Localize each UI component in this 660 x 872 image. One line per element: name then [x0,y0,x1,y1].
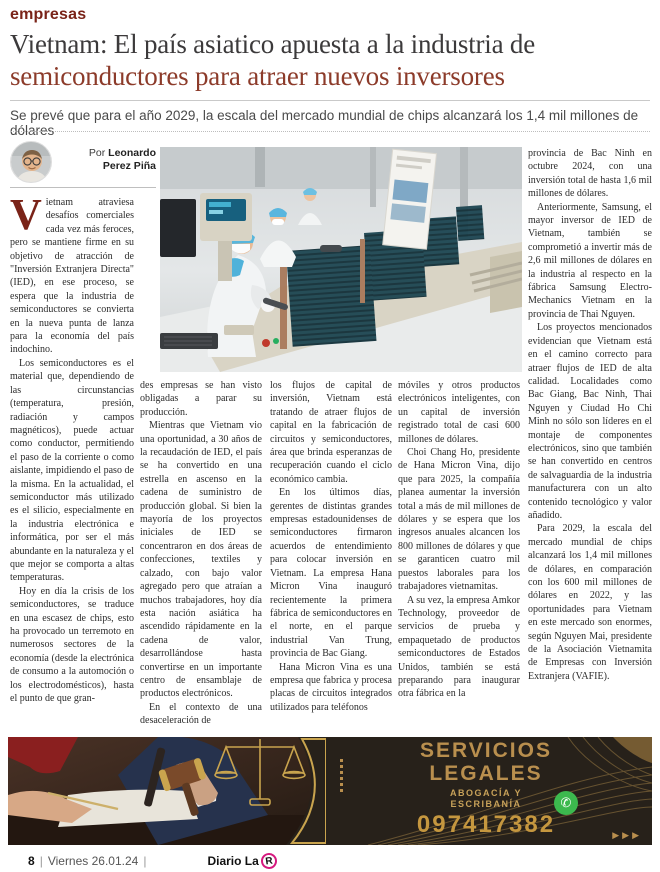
paragraph: En los últimos días, gerentes de distintas grandes empresas estadounidenses de semiconductores firmaron acuerdos de entendimiento para colocar inversión en Vietnam. La empresa Hana Micron Vina inauguró recientemente la primera fábrica de semiconductores en el norte, en el parque industrial Van Trung, provincia de Bac Giang. [270,487,392,660]
factory-photo-illustration [160,147,522,372]
divider-dotted [10,131,650,132]
headline-line1: Vietnam: El país asiatico apuesta a la industria de [10,29,536,59]
ad-title-line1: SERVICIOS [420,739,552,762]
paragraph: provincia de Bac Ninh en octubre 2024, con una inversión total de hasta 1,6 mil millones de dólares. [528,148,652,200]
footer-separator: | [39,854,43,868]
ad-title-line2: LEGALES [429,762,543,785]
author-name-line1: Leonardo [108,147,156,159]
ad-phone-number: 097417382 [416,811,556,838]
author-name-line2: Perez Piña [102,159,156,172]
article-column-5 [528,147,652,734]
paragraph: Hoy en día la crisis de los semiconductores, se traduce en una escasez de chips, esto ha provocado un terremoto en numerosos sectores de la economía (desde la electrónica de consumo a la automoción o los electrodomésticos), hasta el punto de que gran- [10,585,134,705]
ad-arrows-icon: ▶▶▶ [612,830,642,840]
paragraph: Mientras que Vietnam vio una oportunidad, a 30 años de la recaudación de IED, el país se ha convertido en una estrella en ascenso en la cadena de suministro de producción global. Si bien la mayoría de los proyectos iniciales de IED se concentraron en dos áreas de confecciones, textiles y calzado, con bajo valor agregado pero que atraían a muchos trabajadores, hoy día esta nación asiática ha ascendido rápidamente en la cadena de valor, desarrollándose hasta convertirse en un importante centro de ensamblaje de productos electrónicos. [140,420,262,700]
article-subtitle: Se prevé que para el año 2029, la escala del mercado mundial de chips alcanzará los 1,4 mil millones de dólares [10,108,639,138]
divider-solid [10,100,650,101]
factory-photo [160,147,522,372]
footer-separator: | [143,854,147,868]
paragraph: Choi Chang Ho, presidente de Hana Micron Vina, dijo que para 2025, la compañía planea aumentar la inversión total a más de mil millones de dólares y se espera que los ingresos anuales alcancen los 800 millones de dólares y que se garanticen cuatro mil puestos laborales para los trabajadores vietnamitas. [398,447,520,593]
article-column-3 [270,379,392,733]
lawyer-photo [8,737,326,845]
byline-text [52,141,156,172]
headline-line2: semiconductores para atraer nuevos inversores [10,61,505,91]
paragraph: Vietnam atraviesa desafíos comerciales cada vez más feroces, pero se mantiene firme en su objetivo de atracción de "Inversión Extranjera Directa" (IED), en ese proceso, se espera que la industria de semiconductores se convierta en la nueva punta de lanza para la economía del país indochino. [10,196,134,356]
page-footer [28,853,277,869]
paragraph: des empresas se han visto obligadas a parar su producción. [140,380,262,418]
whatsapp-icon: ✆ [554,791,578,815]
paragraph: Anteriormente, Samsung, el mayor inversor de IED de Vietnam, también se comprometió a invertir más de 2,6 mil millones de dólares en la industria al respecto en la fábrica Samsung Electro-Mechanics Vietnam en la provincia de Thai Nguyen. [528,201,652,320]
paragraph: Los proyectos mencionados evidencian que Vietnam está en el camino correcto para atraer flujos de IED de alta calidad. Localidades como Bac Giang, Bac Ninh, Thai Nguyen y Ciudad Ho Chi Minh no sólo son líderes en el montaje de componentes electrónicos, sino que también se han convertido en centros de salvaguardia de la industria manufacturera con un alto contenido tecnológico y valor añadido. [528,322,652,521]
ad-subtitle-line2: ESCRIBANÍA [450,799,522,809]
byline-prefix: Por [88,147,106,159]
author-avatar [10,141,52,183]
article-column-1 [10,196,134,734]
byline [10,141,156,188]
paragraph: los flujos de capital de inversión, Vietnam está tratando de atraer flujos de capital en la fabricación de circuitos y semiconductores, área que brinda esperanzas de recuperación cuando el ciclo económico cambia. [270,380,392,485]
newspaper-logo-text: Diario La [207,854,259,868]
article-column-4 [398,379,520,733]
paragraph: Los semiconductores es el material que, dependiendo de las circunstancias (temperatura, presión, radiación y campos magnéticos), puede actuar como conductor, permitiendo el paso de la corriente o como aislante, impidiendo el paso de la misma. En la actualidad, el semiconductor más utilizado es el silicio, especialmente en la industria electrónica e informática, por ser el más abundante en la naturaleza y el que mejor se comporta a altas temperaturas. [10,357,134,584]
paragraph: En el contexto de una desaceleración de [140,701,262,727]
paragraph: Para 2029, la escala del mercado mundial de chips alcanzará los 1,4 mil millones de dólares, en comparación con los 600 mil millones de dólares en 2022, y las oportunidades para Vietnam en este mercado son enormes, según Nguyen Mai, presidente de la Asociación Vietnamita de Empresas con Inversión Extranjera (VAFIE). [528,523,652,682]
newspaper-logo [207,853,276,869]
section-label: empresas [10,6,87,23]
paragraph: Hana Micron Vina es una empresa que fabrica y procesa placas de circuitos integrados utilizados para teléfonos [270,661,392,713]
page-number: 8 [28,854,35,868]
ad-text-panel [326,737,652,845]
ad-subtitle-line1: ABOGACÍA Y [449,788,522,798]
legal-services-ad [8,737,652,845]
footer-date: Viernes 26.01.24 [47,854,139,868]
author-avatar-illustration [11,142,52,183]
lawyer-photo-illustration [8,737,326,845]
paragraph: A su vez, la empresa Amkor Technology, proveedor de servicios de prueba y empaquetado de productos semiconductores de Estados Unidos, también se está preparando para inaugurar otra fábrica en la [398,594,520,700]
newspaper-logo-r-icon: R [260,852,278,870]
article-headline [10,28,654,92]
drop-cap: V [10,196,42,239]
paragraph: móviles y otros productos electrónicos inteligentes, con un capital de inversión registrado total de casi 600 millones de dólares. [398,380,520,445]
article-column-2 [140,379,262,733]
